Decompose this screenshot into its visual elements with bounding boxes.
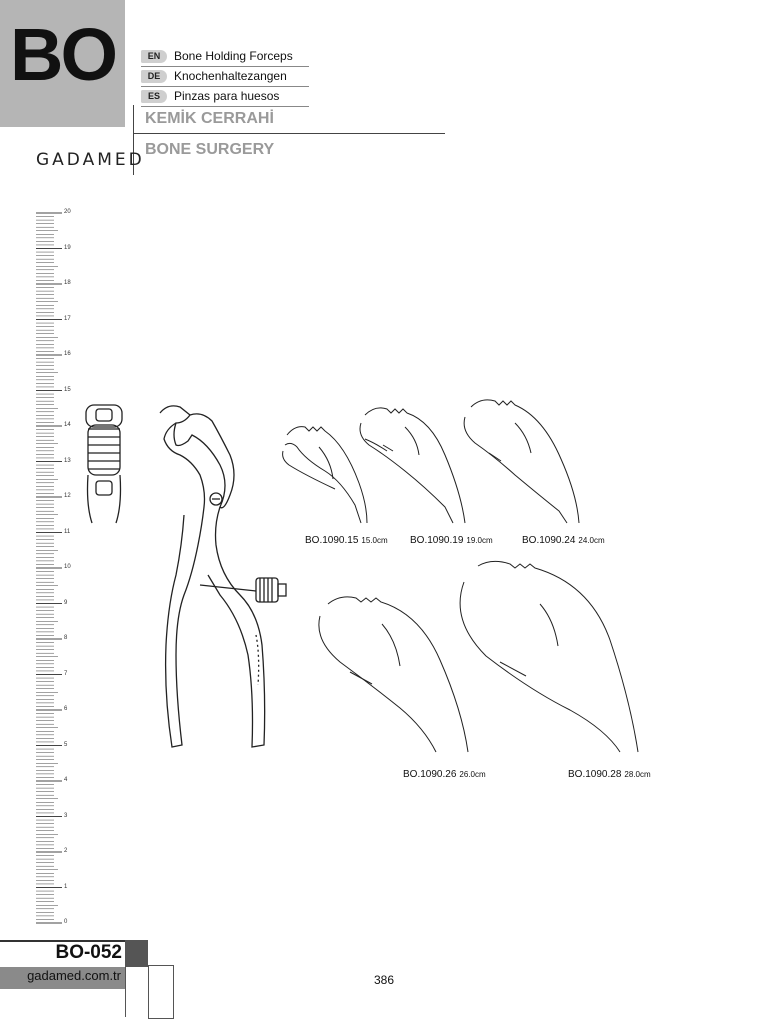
section-code: BO bbox=[10, 13, 115, 96]
jaw-bo-1090-28 bbox=[460, 561, 638, 752]
ruler-label: 12 bbox=[64, 493, 71, 499]
ruler-label: 0 bbox=[64, 919, 68, 925]
jaw-bo-1090-15 bbox=[283, 427, 367, 523]
product-label-bo-1090-15 bbox=[305, 535, 388, 546]
brand-logo: GADAMED bbox=[36, 150, 145, 170]
ruler-label: 5 bbox=[64, 741, 68, 748]
header-horizontal-divider bbox=[133, 133, 445, 134]
product-label-bo-1090-28 bbox=[568, 769, 651, 780]
product-name-en: Bone Holding Forceps bbox=[174, 49, 293, 63]
category-title-en: BONE SURGERY bbox=[145, 141, 275, 158]
jaw-bo-1090-19 bbox=[360, 408, 465, 523]
ruler-label: 13 bbox=[64, 457, 71, 464]
product-size: 19.0cm bbox=[466, 536, 493, 545]
ruler-label: 9 bbox=[64, 599, 68, 606]
ruler-label: 18 bbox=[64, 280, 71, 286]
product-label-bo-1090-26 bbox=[403, 769, 486, 780]
ruler-label: 1 bbox=[64, 883, 68, 890]
lang-row-de bbox=[141, 68, 309, 87]
bone-holding-forceps-illustration bbox=[80, 395, 300, 755]
jaw-sketches-row-1 bbox=[275, 395, 595, 530]
lang-row-en bbox=[141, 48, 309, 67]
product-code: BO.1090.28 bbox=[568, 769, 622, 780]
product-name-de: Knochenhaltezangen bbox=[174, 69, 287, 83]
ruler-label: 16 bbox=[64, 351, 71, 357]
ruler-label: 20 bbox=[64, 209, 71, 215]
product-label-bo-1090-24 bbox=[522, 535, 605, 546]
footer-box-left bbox=[125, 967, 150, 1017]
footer-box-right bbox=[148, 965, 174, 1019]
lang-badge-es: ES bbox=[141, 90, 167, 103]
ruler-label: 6 bbox=[64, 706, 68, 712]
ruler-label: 3 bbox=[64, 812, 68, 819]
website-link[interactable]: gadamed.com.tr bbox=[27, 968, 121, 983]
ruler-label: 15 bbox=[64, 386, 71, 393]
page-number: 386 bbox=[373, 973, 395, 987]
jaw-detail-view bbox=[86, 405, 122, 523]
ruler-label: 17 bbox=[64, 315, 71, 322]
product-size: 28.0cm bbox=[624, 770, 651, 779]
ruler-label: 2 bbox=[64, 848, 68, 854]
lang-badge-de: DE bbox=[141, 70, 167, 83]
ruler-label: 14 bbox=[64, 422, 71, 428]
ruler-label: 11 bbox=[64, 528, 71, 535]
product-code: BO.1090.24 bbox=[522, 535, 576, 546]
ruler-label: 8 bbox=[64, 635, 68, 641]
ruler-label: 10 bbox=[64, 564, 71, 570]
ruler-label: 4 bbox=[64, 777, 68, 783]
measurement-ruler bbox=[0, 0, 80, 1018]
jaw-bo-1090-26 bbox=[319, 597, 468, 752]
lang-badge-en: EN bbox=[141, 50, 167, 63]
product-code: BO.1090.26 bbox=[403, 769, 457, 780]
ruler-ticks bbox=[0, 0, 80, 1018]
jaw-sketches-row-2 bbox=[300, 560, 660, 760]
product-label-bo-1090-19 bbox=[410, 535, 493, 546]
page-code: BO-052 bbox=[55, 942, 122, 963]
product-size: 24.0cm bbox=[578, 536, 605, 545]
product-size: 15.0cm bbox=[361, 536, 388, 545]
product-code: BO.1090.15 bbox=[305, 535, 359, 546]
footer-dark-square bbox=[125, 940, 148, 967]
category-title-tr: KEMİK CERRAHİ bbox=[145, 110, 274, 127]
jaw-bo-1090-24 bbox=[464, 400, 579, 523]
product-name-es: Pinzas para huesos bbox=[174, 89, 280, 103]
ruler-label: 19 bbox=[64, 244, 71, 251]
lang-row-es bbox=[141, 88, 309, 107]
product-size: 26.0cm bbox=[459, 770, 486, 779]
ruler-label: 7 bbox=[64, 670, 68, 677]
product-code: BO.1090.19 bbox=[410, 535, 464, 546]
